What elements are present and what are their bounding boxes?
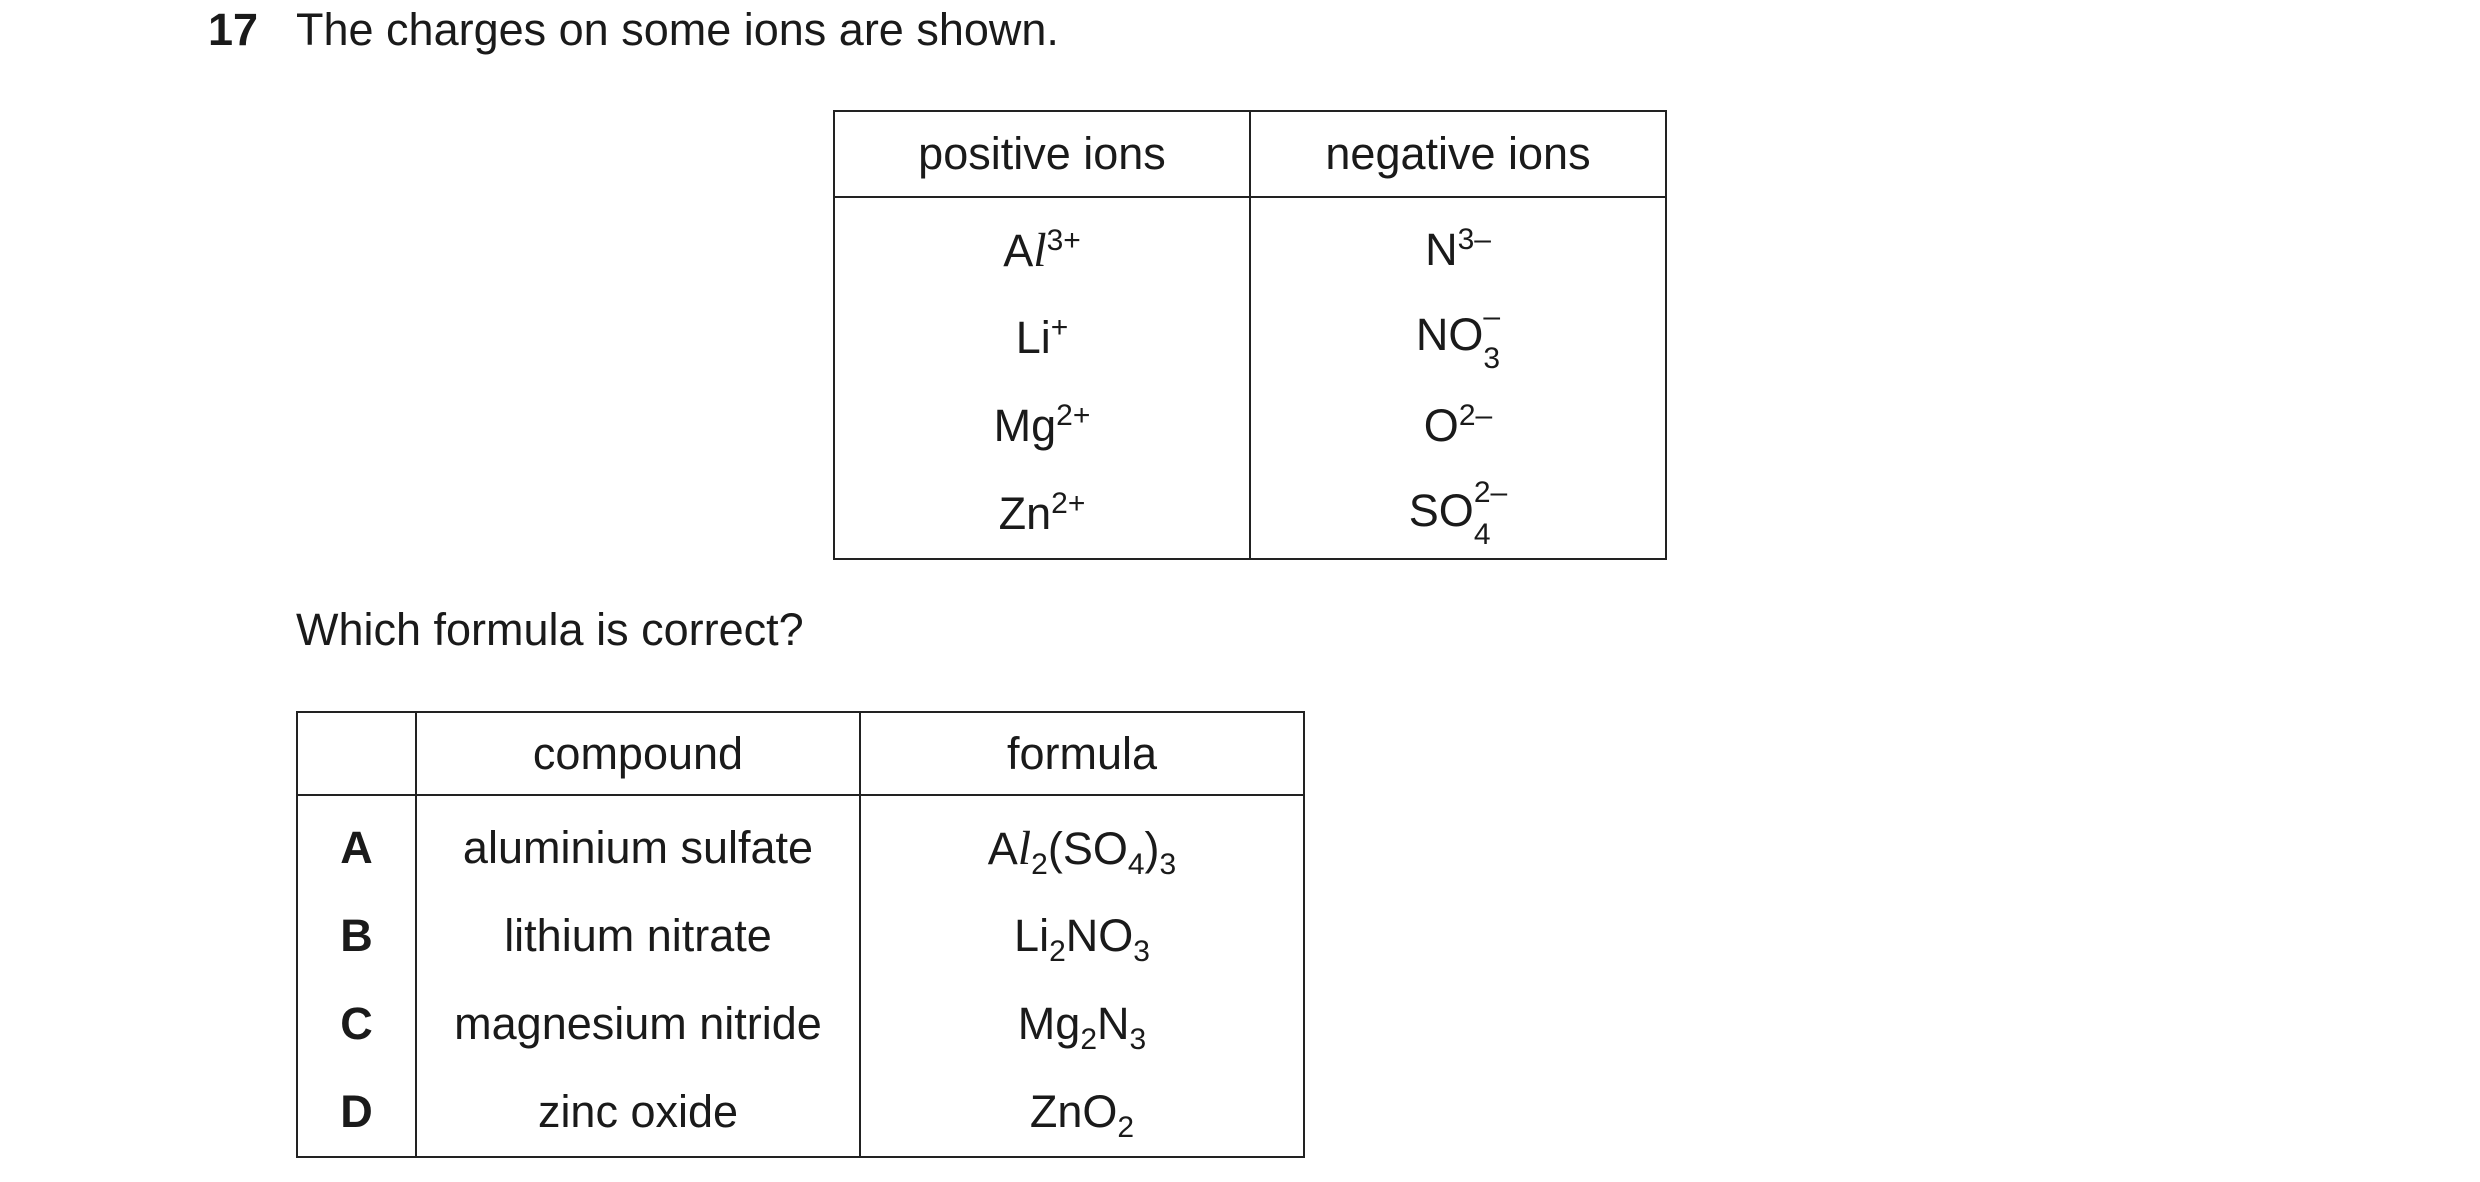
question-number: 17 xyxy=(208,4,259,55)
option-formula: $Al_2(SO_4)_3$ xyxy=(860,795,1304,892)
option-formula: $Li_2NO_3$ xyxy=(860,892,1304,980)
option-letter[interactable]: B xyxy=(297,892,416,980)
ions-row xyxy=(834,470,1666,559)
option-formula: ZnO$_2$ xyxy=(860,1068,1304,1157)
header-formula: formula xyxy=(860,712,1304,795)
ions-row xyxy=(834,382,1666,470)
option-compound: lithium nitrate xyxy=(416,892,860,980)
positive-ion-magnesium: $Mg^{2+}$ xyxy=(834,382,1250,470)
option-formula: $Mg_2N_3$ xyxy=(860,980,1304,1068)
ions-row xyxy=(834,197,1666,294)
option-compound: magnesium nitride xyxy=(416,980,860,1068)
option-letter[interactable]: D xyxy=(297,1068,416,1157)
ions-header-row xyxy=(834,111,1666,197)
header-letter xyxy=(297,712,416,795)
positive-ion-aluminium: $Al^{3+}$ xyxy=(834,197,1250,294)
positive-ion-zinc: $Zn^{2+}$ xyxy=(834,470,1250,559)
option-compound: zinc oxide xyxy=(416,1068,860,1157)
option-row-d[interactable] xyxy=(297,1068,1304,1157)
header-negative-ions: negative ions xyxy=(1250,111,1666,197)
header-positive-ions: positive ions xyxy=(834,111,1250,197)
negative-ion-oxide: $O^{2-}$ xyxy=(1250,382,1666,470)
positive-ion-lithium: Li+ xyxy=(834,294,1250,382)
option-row-a[interactable] xyxy=(297,795,1304,892)
question-prompt: Which formula is correct? xyxy=(296,604,804,655)
option-row-c[interactable] xyxy=(297,980,1304,1068)
ions-row xyxy=(834,294,1666,382)
option-letter[interactable]: C xyxy=(297,980,416,1068)
option-compound: aluminium sulfate xyxy=(416,795,860,892)
header-compound: compound xyxy=(416,712,860,795)
negative-ion-sulfate: SO 2– 4 xyxy=(1250,470,1666,559)
options-header-row xyxy=(297,712,1304,795)
ions-table xyxy=(833,110,1667,560)
question-text: The charges on some ions are shown. xyxy=(296,4,1059,55)
options-table xyxy=(296,711,1305,1158)
option-letter[interactable]: A xyxy=(297,795,416,892)
option-row-b[interactable] xyxy=(297,892,1304,980)
negative-ion-nitride: $N^{3-}$ xyxy=(1250,197,1666,294)
negative-ion-nitrate: NO – 3 xyxy=(1250,294,1666,382)
